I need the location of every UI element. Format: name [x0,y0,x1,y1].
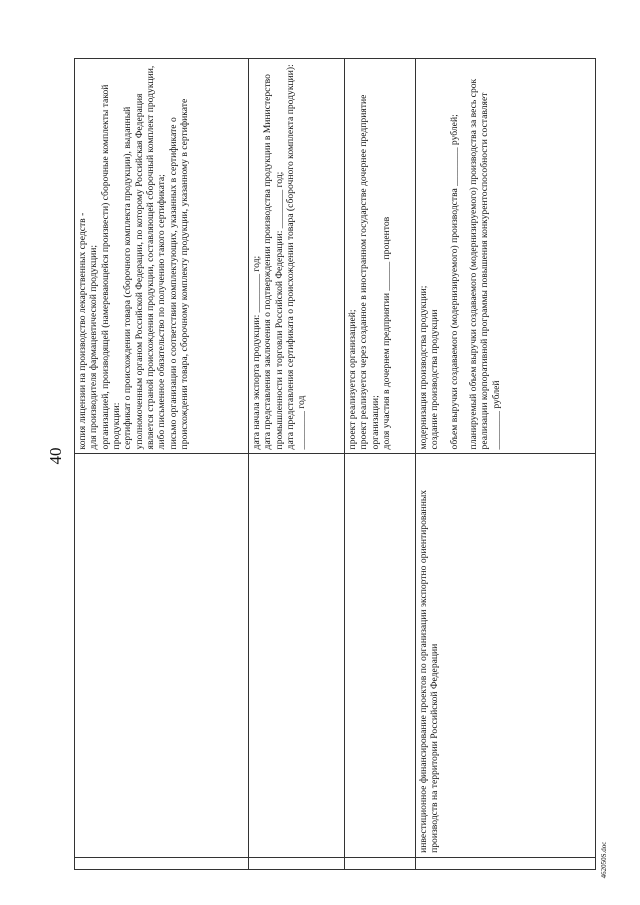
table-cell-empty [345,857,416,869]
category-cell [75,454,249,857]
requirements-table [74,58,596,870]
requirement-line: дата представления заключения о подтверждении производства продукции в Министерство промышленности и торговли Российской Федерации: ________ год; [262,74,285,450]
table-row [345,59,416,870]
requirement-line: модернизация производства продукции; [418,285,429,450]
requirement-line: проект реализуется через созданное в иностранном государстве дочернее предприятие организации; [358,94,381,450]
category-cell: инвестиционное финансирование проектов по организации экспортно ориентированных производств на территории Российской Федерации [416,454,596,857]
requirement-line: сертификат о происхождении товара (сборочного комплекта продукции), выданный уполномоченным органом Российской Федерации, по которому Российская Федерация является страной происхождения продукции, составляющей сборочный комплект продукции, либо письменное обязательство по получению такого сертификата; [122,65,168,450]
requirement-line: доля участия в дочернем предприятии ______ процентов [380,216,392,450]
requirement-line: письмо организации о соответствии комплектующих, указанных в сертификате о происхождении товара, сборочному комплекту продукции, указанному в сертификате [167,98,190,450]
table-row [416,59,596,870]
requirement-line: копия лицензии на производство лекарственных средств - [77,212,88,450]
rotated-table-container [74,58,633,870]
requirements-cell [249,59,345,454]
requirement-line: дата начала экспорта продукции: ________ год; [251,255,262,450]
table-cell-empty [249,857,345,869]
requirement-line: дата представления сертификата о происхождении товара (сборочного комплекта продукции): ________ год [284,64,308,450]
requirements-cell [345,59,416,454]
requirements-cell [75,59,249,454]
table-cell-empty [75,857,249,869]
document-footer: 462050S.doc [600,841,608,879]
table-row [249,59,345,870]
requirement-line: планируемый объем выручки создаваемого (модернизируемого) производства за весь срок реализации корпоративной программы повышения конкурентоспособности составляет ________ рублей [467,78,502,450]
requirement-line: проект реализуется организацией; [347,309,358,450]
requirement-line: объем выручки создаваемого (модернизируемого) производства ________ рублей; [448,114,460,450]
requirement-line: для производителя фармацевтической продукции; [88,244,100,450]
requirement-line: организацией, производящей (намеревающейся произвести) сборочные комплекты такой продукции: [99,84,122,450]
category-cell [345,454,416,857]
table-cell-empty [416,857,596,869]
requirement-line: создание производства продукции [429,309,441,450]
page-number: 40 [46,447,65,465]
category-cell [249,454,345,857]
table-row [75,59,249,870]
requirements-cell [416,59,596,454]
